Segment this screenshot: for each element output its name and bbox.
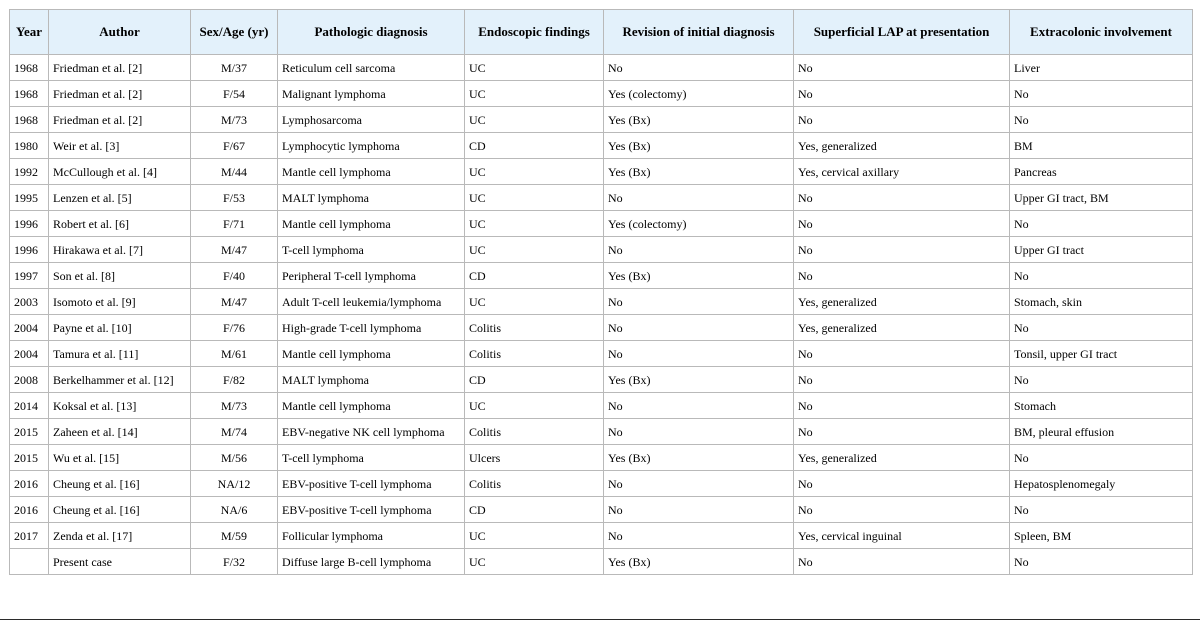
- table-cell: M/47: [191, 289, 278, 315]
- table-cell: No: [604, 185, 794, 211]
- table-cell: Mantle cell lymphoma: [278, 341, 465, 367]
- table-cell: UC: [465, 185, 604, 211]
- table-cell: Yes, generalized: [794, 445, 1010, 471]
- table-cell: 2014: [10, 393, 49, 419]
- table-cell: Stomach, skin: [1010, 289, 1193, 315]
- lymphoma-case-table: [9, 9, 1193, 575]
- table-cell: Yes (colectomy): [604, 211, 794, 237]
- table-cell: Friedman et al. [2]: [49, 55, 191, 81]
- table-cell: Colitis: [465, 315, 604, 341]
- table-cell: No: [1010, 211, 1193, 237]
- table-cell: No: [794, 211, 1010, 237]
- table-row: [10, 497, 1193, 523]
- table-cell: Yes, generalized: [794, 133, 1010, 159]
- table-cell: No: [794, 81, 1010, 107]
- column-header: Author: [49, 10, 191, 55]
- table-cell: 2015: [10, 419, 49, 445]
- table-cell: Stomach: [1010, 393, 1193, 419]
- table-cell: 1980: [10, 133, 49, 159]
- table-cell: No: [604, 523, 794, 549]
- table-cell: 1968: [10, 107, 49, 133]
- table-cell: T-cell lymphoma: [278, 445, 465, 471]
- table-cell: Yes (colectomy): [604, 81, 794, 107]
- table-cell: 2016: [10, 497, 49, 523]
- table-cell: F/53: [191, 185, 278, 211]
- table-cell: EBV-positive T-cell lymphoma: [278, 497, 465, 523]
- table-cell: No: [604, 315, 794, 341]
- table-cell: No: [1010, 315, 1193, 341]
- table-row: [10, 393, 1193, 419]
- table-row: [10, 159, 1193, 185]
- table-cell: No: [794, 263, 1010, 289]
- column-header: Pathologic diagnosis: [278, 10, 465, 55]
- table-cell: Diffuse large B-cell lymphoma: [278, 549, 465, 575]
- table-cell: M/44: [191, 159, 278, 185]
- table-cell: Upper GI tract, BM: [1010, 185, 1193, 211]
- table-cell: F/54: [191, 81, 278, 107]
- table-row: [10, 55, 1193, 81]
- table-cell: Malignant lymphoma: [278, 81, 465, 107]
- table-cell: M/73: [191, 393, 278, 419]
- table-body: [10, 55, 1193, 575]
- table-cell: UC: [465, 523, 604, 549]
- table-row: [10, 445, 1193, 471]
- table-cell: No: [1010, 497, 1193, 523]
- table-cell: Isomoto et al. [9]: [49, 289, 191, 315]
- table-cell: Robert et al. [6]: [49, 211, 191, 237]
- table-cell: Yes (Bx): [604, 445, 794, 471]
- table-cell: No: [794, 393, 1010, 419]
- table-cell: 2016: [10, 471, 49, 497]
- table-cell: EBV-negative NK cell lymphoma: [278, 419, 465, 445]
- column-header: Extracolonic involvement: [1010, 10, 1193, 55]
- table-cell: 2015: [10, 445, 49, 471]
- table-cell: CD: [465, 133, 604, 159]
- table-cell: Yes (Bx): [604, 159, 794, 185]
- table-cell: Yes (Bx): [604, 549, 794, 575]
- table-header-row: [10, 10, 1193, 55]
- table-cell: Upper GI tract: [1010, 237, 1193, 263]
- table-cell: No: [1010, 81, 1193, 107]
- table-cell: Yes, generalized: [794, 289, 1010, 315]
- table-row: [10, 341, 1193, 367]
- table-cell: No: [794, 107, 1010, 133]
- table-cell: 2004: [10, 315, 49, 341]
- table-cell: T-cell lymphoma: [278, 237, 465, 263]
- lymphoma-case-table-container: [9, 9, 1192, 575]
- table-cell: Yes (Bx): [604, 133, 794, 159]
- table-cell: Friedman et al. [2]: [49, 81, 191, 107]
- column-header: Superficial LAP at presentation: [794, 10, 1010, 55]
- table-cell: Ulcers: [465, 445, 604, 471]
- table-cell: UC: [465, 237, 604, 263]
- table-cell: No: [794, 367, 1010, 393]
- table-cell: Zaheen et al. [14]: [49, 419, 191, 445]
- table-cell: NA/6: [191, 497, 278, 523]
- table-cell: BM: [1010, 133, 1193, 159]
- table-cell: CD: [465, 263, 604, 289]
- table-cell: UC: [465, 549, 604, 575]
- table-cell: No: [1010, 263, 1193, 289]
- table-row: [10, 185, 1193, 211]
- table-row: [10, 289, 1193, 315]
- table-cell: 1992: [10, 159, 49, 185]
- column-header: Revision of initial diagnosis: [604, 10, 794, 55]
- table-cell: No: [794, 549, 1010, 575]
- table-cell: UC: [465, 211, 604, 237]
- table-cell: Adult T-cell leukemia/lymphoma: [278, 289, 465, 315]
- table-row: [10, 419, 1193, 445]
- table-row: [10, 549, 1193, 575]
- table-cell: No: [794, 237, 1010, 263]
- table-cell: No: [794, 55, 1010, 81]
- table-cell: Koksal et al. [13]: [49, 393, 191, 419]
- table-row: [10, 523, 1193, 549]
- table-cell: [10, 549, 49, 575]
- table-cell: Lenzen et al. [5]: [49, 185, 191, 211]
- table-cell: UC: [465, 107, 604, 133]
- table-cell: 1995: [10, 185, 49, 211]
- table-cell: Present case: [49, 549, 191, 575]
- table-cell: Hepatosplenomegaly: [1010, 471, 1193, 497]
- table-cell: F/82: [191, 367, 278, 393]
- table-cell: No: [604, 471, 794, 497]
- table-row: [10, 471, 1193, 497]
- table-cell: 2008: [10, 367, 49, 393]
- table-row: [10, 133, 1193, 159]
- table-cell: M/73: [191, 107, 278, 133]
- table-cell: Wu et al. [15]: [49, 445, 191, 471]
- table-cell: Pancreas: [1010, 159, 1193, 185]
- table-cell: Zenda et al. [17]: [49, 523, 191, 549]
- table-cell: 2017: [10, 523, 49, 549]
- table-cell: No: [604, 55, 794, 81]
- table-cell: No: [1010, 367, 1193, 393]
- bottom-rule: [0, 619, 1200, 620]
- column-header: Sex/Age (yr): [191, 10, 278, 55]
- table-cell: Son et al. [8]: [49, 263, 191, 289]
- table-cell: McCullough et al. [4]: [49, 159, 191, 185]
- table-cell: Colitis: [465, 419, 604, 445]
- table-cell: UC: [465, 393, 604, 419]
- table-cell: M/61: [191, 341, 278, 367]
- table-row: [10, 237, 1193, 263]
- table-cell: No: [1010, 107, 1193, 133]
- table-cell: Tonsil, upper GI tract: [1010, 341, 1193, 367]
- table-cell: No: [604, 237, 794, 263]
- table-cell: No: [794, 419, 1010, 445]
- column-header: Year: [10, 10, 49, 55]
- table-cell: Follicular lymphoma: [278, 523, 465, 549]
- table-cell: M/74: [191, 419, 278, 445]
- table-cell: 1996: [10, 237, 49, 263]
- table-cell: EBV-positive T-cell lymphoma: [278, 471, 465, 497]
- table-cell: Reticulum cell sarcoma: [278, 55, 465, 81]
- table-cell: No: [604, 289, 794, 315]
- table-cell: Mantle cell lymphoma: [278, 159, 465, 185]
- table-cell: Yes (Bx): [604, 107, 794, 133]
- table-cell: Yes, generalized: [794, 315, 1010, 341]
- table-cell: Liver: [1010, 55, 1193, 81]
- table-cell: Hirakawa et al. [7]: [49, 237, 191, 263]
- table-cell: 1996: [10, 211, 49, 237]
- table-row: [10, 81, 1193, 107]
- table-cell: Colitis: [465, 341, 604, 367]
- table-row: [10, 315, 1193, 341]
- table-row: [10, 107, 1193, 133]
- table-cell: M/56: [191, 445, 278, 471]
- table-cell: Colitis: [465, 471, 604, 497]
- table-cell: No: [794, 185, 1010, 211]
- table-cell: 2004: [10, 341, 49, 367]
- table-cell: Payne et al. [10]: [49, 315, 191, 341]
- table-cell: No: [794, 497, 1010, 523]
- table-cell: UC: [465, 55, 604, 81]
- table-cell: 1968: [10, 81, 49, 107]
- table-cell: MALT lymphoma: [278, 367, 465, 393]
- table-cell: No: [604, 393, 794, 419]
- table-cell: M/59: [191, 523, 278, 549]
- table-cell: No: [604, 497, 794, 523]
- table-cell: Cheung et al. [16]: [49, 471, 191, 497]
- table-cell: High-grade T-cell lymphoma: [278, 315, 465, 341]
- table-cell: CD: [465, 497, 604, 523]
- table-cell: CD: [465, 367, 604, 393]
- table-cell: Berkelhammer et al. [12]: [49, 367, 191, 393]
- table-cell: Lymphocytic lymphoma: [278, 133, 465, 159]
- table-cell: Cheung et al. [16]: [49, 497, 191, 523]
- table-cell: BM, pleural effusion: [1010, 419, 1193, 445]
- table-cell: Yes (Bx): [604, 367, 794, 393]
- table-cell: F/71: [191, 211, 278, 237]
- column-header: Endoscopic findings: [465, 10, 604, 55]
- table-cell: 2003: [10, 289, 49, 315]
- table-cell: Peripheral T-cell lymphoma: [278, 263, 465, 289]
- table-cell: Lymphosarcoma: [278, 107, 465, 133]
- table-row: [10, 211, 1193, 237]
- table-cell: Yes, cervical axillary: [794, 159, 1010, 185]
- table-row: [10, 367, 1193, 393]
- table-cell: Weir et al. [3]: [49, 133, 191, 159]
- table-cell: No: [794, 471, 1010, 497]
- table-cell: No: [604, 341, 794, 367]
- table-cell: UC: [465, 81, 604, 107]
- table-cell: UC: [465, 159, 604, 185]
- table-cell: Tamura et al. [11]: [49, 341, 191, 367]
- table-cell: Yes, cervical inguinal: [794, 523, 1010, 549]
- table-cell: 1968: [10, 55, 49, 81]
- table-cell: 1997: [10, 263, 49, 289]
- table-cell: Friedman et al. [2]: [49, 107, 191, 133]
- table-cell: No: [794, 341, 1010, 367]
- table-cell: NA/12: [191, 471, 278, 497]
- table-cell: No: [604, 419, 794, 445]
- table-cell: Mantle cell lymphoma: [278, 211, 465, 237]
- table-cell: Spleen, BM: [1010, 523, 1193, 549]
- table-cell: UC: [465, 289, 604, 315]
- table-cell: F/40: [191, 263, 278, 289]
- table-cell: F/32: [191, 549, 278, 575]
- table-row: [10, 263, 1193, 289]
- table-cell: F/76: [191, 315, 278, 341]
- table-cell: M/37: [191, 55, 278, 81]
- table-cell: Mantle cell lymphoma: [278, 393, 465, 419]
- table-cell: No: [1010, 549, 1193, 575]
- table-cell: MALT lymphoma: [278, 185, 465, 211]
- table-cell: F/67: [191, 133, 278, 159]
- table-cell: Yes (Bx): [604, 263, 794, 289]
- table-cell: No: [1010, 445, 1193, 471]
- table-cell: M/47: [191, 237, 278, 263]
